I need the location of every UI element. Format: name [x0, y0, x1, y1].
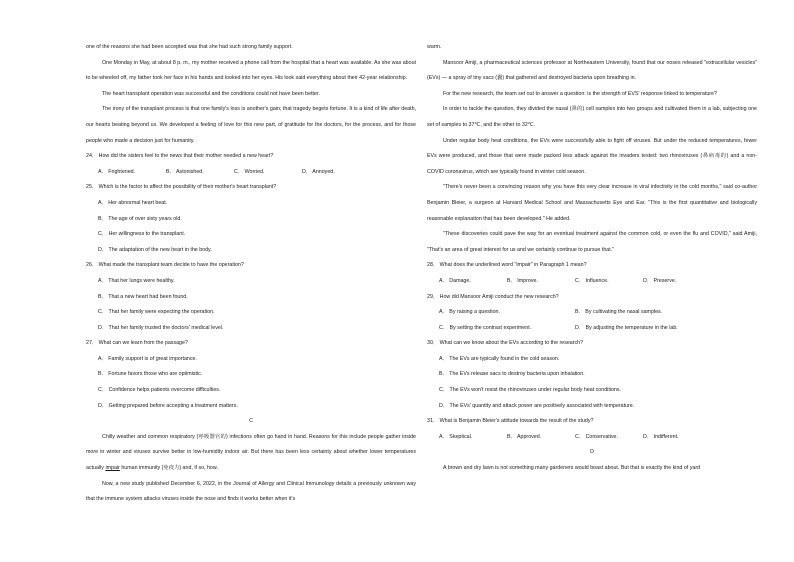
option-a: A． Damage. — [439, 277, 471, 284]
option-d: D． That her family trusted the doctors' medical level. — [98, 324, 224, 331]
option-b: B． The age of over sixty years old. — [98, 215, 182, 222]
option-d: D． Indifferent. — [643, 433, 679, 440]
question-25: 25． Which is the factor to affect the possibility of their mother's heart transplant? — [86, 184, 277, 191]
option-c: C． Her willingness to the transplant. — [98, 231, 186, 238]
question-24: 24． How did the sisters feel to the news that their mother needed a new heart? — [86, 153, 274, 160]
option-a: A． By raising a question. — [439, 309, 500, 316]
option-a: A． Skeptical. — [439, 433, 473, 440]
option-b: B． The EVs release sacs to destroy bacteria upon inhalation. — [439, 371, 585, 378]
section-heading-c: C — [249, 418, 253, 425]
option-b: B． By cultivating the nasal samples. — [575, 309, 663, 316]
option-b: B． Approved. — [507, 433, 542, 440]
paragraph: warm. — [427, 44, 442, 50]
option-a: A． Family support is of great importance. — [98, 355, 197, 362]
question-31-options — [427, 430, 757, 446]
option-c: C． Worried. — [234, 168, 265, 175]
question-29-options-cd — [427, 321, 757, 337]
underlined-word: impair — [105, 465, 120, 472]
option-c: C． The EVs won't resist the rhinoviruses under regular body heat conditions. — [439, 387, 621, 394]
question-31: 31． What is Benjamin Bleier's attitude towards the result of the study? — [427, 418, 594, 425]
option-a: A． Frightened. — [98, 168, 136, 175]
option-b: B． Improve. — [507, 277, 538, 284]
paragraph: In order to tackle the question, they divided the nasal (鼻的) cell samples into two groups and cultivated them in a lab, subjecting one set of samples to 37℃, and the other to 32℃. — [427, 106, 757, 128]
option-d: D． Annoyed. — [302, 168, 335, 175]
paragraph: One Monday in May, at about 8 p. m., my mother received a phone call from the hospital that a heart was available. As she was about to be wheeled off, my father took her face in his hands and looked into her eyes. His look said everything about their 42-year relationship. — [86, 59, 416, 82]
right-column — [427, 40, 757, 477]
paragraph: "These discoveries could pave the way for an eventual treatment against the common cold, or even the flu and COVID," said Amiji, "That's an area of great interest for us and we certainly continue to pursue that." — [427, 231, 757, 253]
option-b: B． Fortune favors those who are optimistic. — [98, 371, 203, 378]
paragraph: A brown and dry lawn is not something many gardeners would boast about. But that is exactly the kind of yard — [443, 465, 701, 472]
question-26: 26． What made the transplant team decide to have the operation? — [86, 262, 244, 269]
option-a: A． The EVs are typically found in the cold season. — [439, 355, 560, 362]
paragraph-text: Chilly weather and common respiratory (呼吸器官的) infections often go hand in hand. Reasons for this include people gather inside more in winter and viruses survive better in low-humidity indoor air. But there has been less certainty about whether lower temperatures actually — [86, 433, 416, 472]
paragraph: Under regular body heat conditions, the EVs were successfully able to fight off viruses. But under the reduced temperatures, fewer EVs were produced, and those that were made packed less attack against the invaders tested: two rhinoviruses (鼻病毒的) and a non-COVID coronavirus, which are typically found in winter cold season. — [427, 137, 757, 175]
option-d: D． The adaptation of the new heart in the body. — [98, 246, 212, 253]
option-b: B． That a new heart had been found. — [98, 293, 188, 300]
paragraph: For the new research, the team set out to answer a question: is the strength of EVS' response linked to temperature? — [443, 90, 717, 97]
option-c: C． By setting the contrast experiment. — [439, 324, 532, 331]
question-29: 29． How did Mansoor Amiji conduct the new research? — [427, 293, 559, 300]
paragraph — [86, 430, 416, 477]
paragraph-text: human immunity (免疫力) and, if so, how. — [119, 465, 218, 472]
option-a: A． That her lungs were healthy. — [98, 277, 175, 284]
left-column — [86, 40, 416, 508]
option-c: C． That her family were expecting the operation. — [98, 309, 215, 316]
option-d: D． Getting prepared before accepting a treatment matters. — [98, 402, 238, 409]
option-d: D． Preserve. — [643, 277, 677, 284]
paragraph: one of the reasons she had been accepted was that she had such strong family support. — [86, 44, 293, 50]
option-c: C． Influence. — [575, 277, 609, 284]
option-d: D． By adjusting the temperature in the lab. — [575, 324, 678, 331]
section-heading-d: D — [590, 449, 594, 456]
paragraph: The heart transplant operation was successful and the conditions could not have been better. — [102, 90, 320, 97]
paragraph: Now, a new study published December 6, 2022, in the Journal of Allergy and Clinical Immunology details a previously unknown way that the immune system attacks viruses inside the nose and finds it works better when it's — [86, 480, 416, 503]
option-d: D． The EVs' quantity and attack power are positively associated with temperature. — [439, 402, 635, 409]
question-24-options — [86, 165, 416, 181]
option-c: C． Confidence helps patients overcome difficulties. — [98, 387, 221, 394]
question-28-options — [427, 274, 757, 290]
paragraph: The irony of the transplant process is that one family's loss is another's gain; that tragedy begets fortune. It is a kind of life after death, our hearts beating beyond us. We developed a feeling of love for this new part, of gratitude for the doctors, for the process, and for those people who made a decision just for humanity. — [86, 106, 416, 144]
paragraph: Mansoor Amiji, a pharmaceutical sciences professor at Northeastern University, found that our noses released "extracellular vesicles" (EVs) — a spray of tiny sacs (囊) that gathered and destroyed bacteria upon breathing in. — [427, 59, 757, 82]
question-27: 27． What can we learn from the passage? — [86, 340, 188, 347]
question-29-options-ab — [427, 305, 757, 321]
question-28: 28． What does the underlined word "impair" in Paragraph 1 mean? — [427, 262, 587, 269]
paragraph: "There's never been a convincing reason why you have this very clear increase in viral infectivity in the cold months," said co-author Benjamin Bleier, a surgeon at Harvard Medical School and Massachusetts Eye and Ear. "This is the first quantitative and biologically reasonable explanation that has been developed." He added. — [427, 184, 757, 222]
question-30: 30． What can we know about the EVs according to the research? — [427, 340, 584, 347]
option-c: C． Conservative. — [575, 433, 618, 440]
option-a: A． Her abnormal heart beat. — [98, 199, 168, 206]
option-b: B． Astonished. — [166, 168, 204, 175]
